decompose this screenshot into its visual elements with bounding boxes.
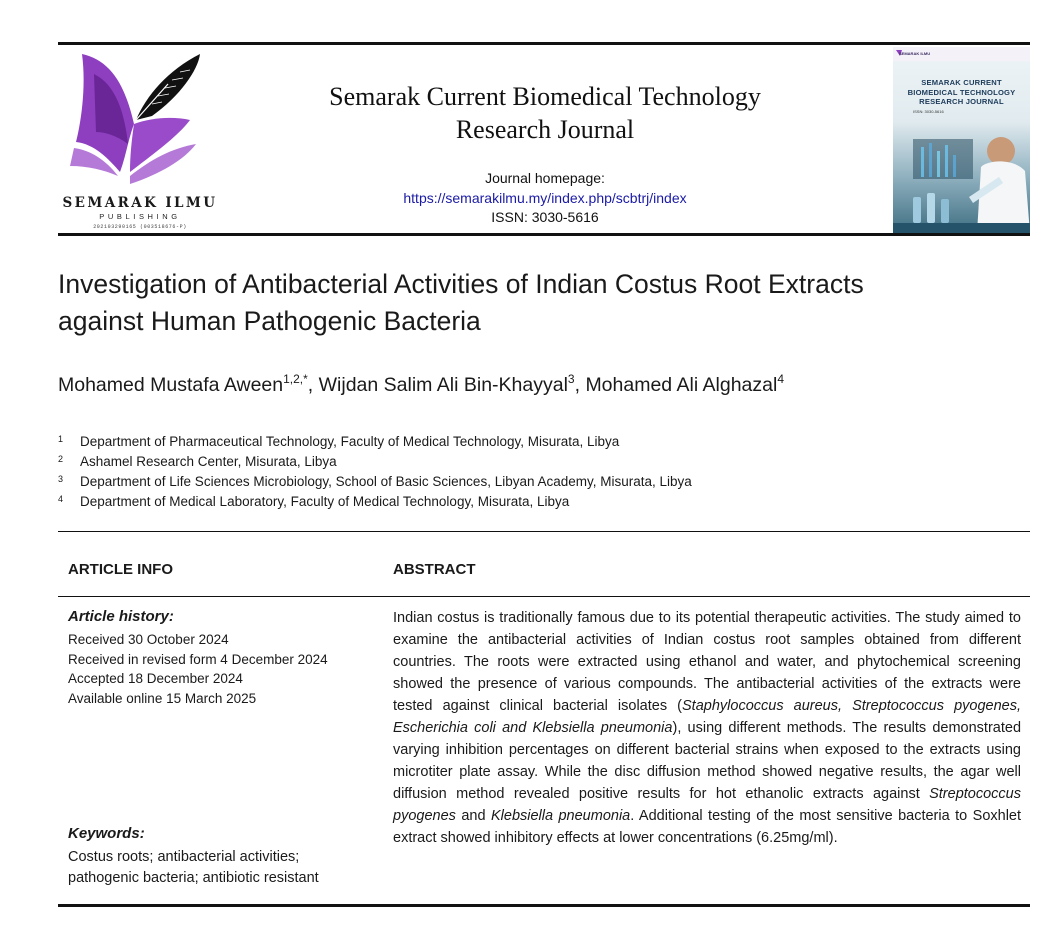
revised-date: Received in revised form 4 December 2024 [68,651,328,667]
affiliation-item [58,432,958,452]
journal-issn: ISSN: 3030-5616 [491,209,599,225]
online-date: Available online 15 March 2025 [68,690,257,706]
info-head-rule [58,596,1030,597]
journal-title-line2: Research Journal [455,115,635,144]
abstract-part3: . Additional testing of the most sensitive bacteria to Soxhlet extract showed inhibitory effects at lower concentrations (6.25mg/ml). [393,808,1022,846]
keywords-text [68,847,368,888]
info-bottom-rule [58,904,1030,907]
affiliation-number: 1 [58,434,64,444]
abstract-text [393,607,1021,849]
info-top-rule [58,531,1030,532]
cover-issn: ISSN: 3030-5616 [913,109,944,114]
keywords-line1: Costus roots; antibacterial activities; [68,849,300,865]
abstract-part2: ), using different methods. The results demonstrated varying inhibition percentages on different bacterial strains when exposed to the extracts using microtiter plate assay. While the disc diffusion method showed negative results, the agar well diffusion method revealed positive results for hot ethanolic extracts against [393,720,1022,802]
affiliation-item [58,492,958,512]
author-name: Wijdan Salim Ali Bin-Khayyal [318,374,568,396]
cover-title: SEMARAK CURRENT BIOMEDICAL TECHNOLOGY RESEARCH JOURNAL [907,78,1016,106]
paper-title [58,266,1028,340]
header-bottom-rule [58,233,1030,236]
affiliation-number: 2 [58,454,64,464]
abstract-species-b: Klebsiella pneumonia [490,808,631,824]
affiliation-item [58,472,958,492]
affiliation-list [58,432,958,512]
book-feather-icon [68,48,218,193]
publisher-registration: 202103290165 (003518676-P) [93,224,187,230]
affiliation-number: 4 [58,494,64,504]
header-top-rule [58,42,1030,45]
author-name: Mohamed Ali Alghazal [585,374,778,396]
publisher-subtitle: PUBLISHING [99,212,181,221]
affiliation-text: Department of Pharmaceutical Technology, Faculty of Medical Technology, Misurata, Libya [80,434,620,449]
affiliation-text: Department of Medical Laboratory, Faculty of Medical Technology, Misurata, Libya [80,494,570,509]
affiliation-text: Ashamel Research Center, Misurata, Libya [80,454,337,469]
journal-cover-image [893,47,1030,233]
abstract-species-a: Streptococcus pyogenes [393,786,1021,824]
received-date: Received 30 October 2024 [68,632,229,647]
homepage-label: Journal homepage: [485,170,605,186]
journal-title [260,80,830,146]
accepted-date: Accepted 18 December 2024 [68,671,243,686]
affiliation-item [58,452,958,472]
article-history-label: Article history: [68,608,174,625]
article-info-heading: ARTICLE INFO [68,561,173,578]
publisher-logo [60,48,220,230]
author-list [58,372,1028,398]
paper-title-line1: Investigation of Antibacterial Activities of Indian Costus Root Extracts [58,269,864,299]
journal-title-line1: Semarak Current Biomedical Technology [329,82,761,111]
abstract-heading: ABSTRACT [393,561,476,578]
affiliation-number: 3 [58,474,64,484]
abstract-species-list: Staphylococcus aureus, Streptococcus pyogenes, Escherichia coli and Klebsiella pneumonia [393,698,1021,736]
author-affiliation-marker: 1,2,* [283,372,308,386]
author-affiliation-marker: 3 [567,372,575,386]
author-name: Mohamed Mustafa Aween [58,374,284,396]
article-history-list [68,630,368,708]
author-separator: , [574,374,586,396]
paper-title-line2: against Human Pathogenic Bacteria [58,306,481,336]
abstract-and: and [455,808,491,824]
homepage-link[interactable]: https://semarakilmu.my/index.php/scbtrj/index [403,189,687,206]
publisher-name: SEMARAK ILMU [62,195,218,211]
abstract-part1: Indian costus is traditionally famous due to its potential therapeutic activities. The study aimed to examine the antibacterial activities of Indian costus root samples obtained from different countries. The roots were extracted using ethanol and water, and phytochemical screening showed the presence of various compounds. The antibacterial activities of the extracts were tested against clinical bacterial isolates ( [393,610,1021,714]
cover-publisher-text: SEMARAK ILMU [899,51,931,56]
author-separator: , [307,374,319,396]
affiliation-text: Department of Life Sciences Microbiology, School of Basic Sciences, Libyan Academy, Misurata, Libya [80,474,692,489]
author-affiliation-marker: 4 [777,372,784,386]
journal-info [330,169,760,228]
keywords-label: Keywords: [68,825,145,842]
keywords-line2: pathogenic bacteria; antibiotic resistant [68,869,319,886]
